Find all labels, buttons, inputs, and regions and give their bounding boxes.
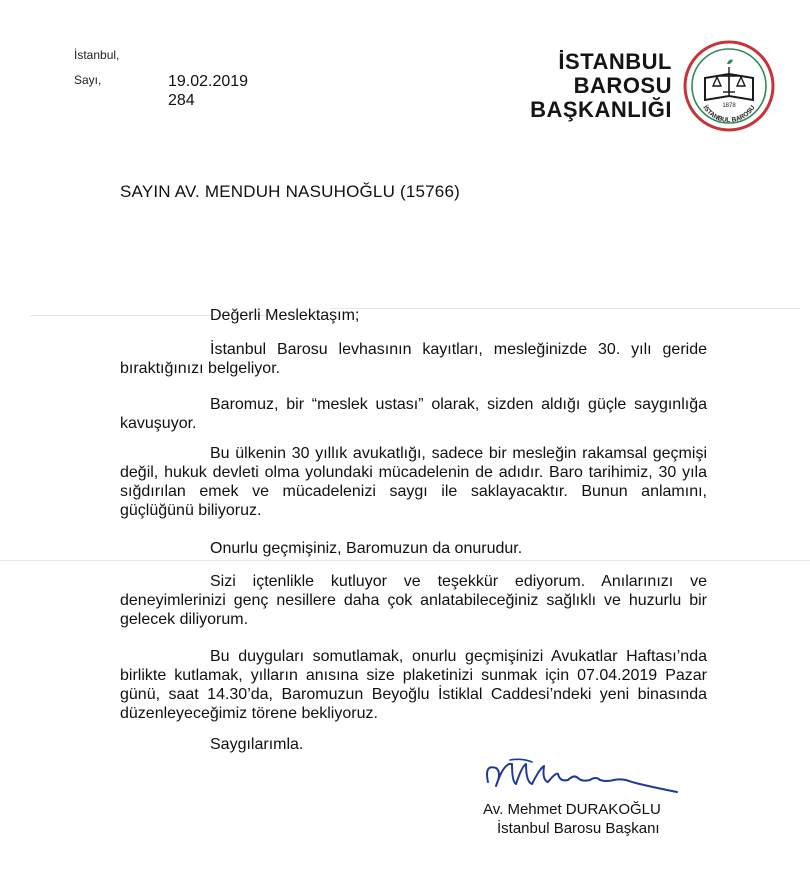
letter-paragraph: Baromuz, bir “meslek ustası” olarak, sizden aldığı güçle saygınlığa kavuşuyor. bbox=[120, 396, 707, 432]
letter-date: 19.02.2019 bbox=[168, 73, 249, 90]
sayi-label: Sayı, bbox=[74, 73, 102, 87]
letter-paragraph: İstanbul Barosu levhasının kayıtları, mesleğinizde 30. yılı geride bıraktığınızı belgeliyor. bbox=[120, 341, 707, 377]
city-label: İstanbul, bbox=[74, 48, 120, 62]
signer-title: İstanbul Barosu Başkanı bbox=[497, 820, 660, 837]
org-line-2: BAROSU bbox=[573, 73, 672, 98]
seal-ring-text: İSTANBUL BAROSU bbox=[701, 104, 757, 125]
signer-block bbox=[483, 800, 661, 838]
seal-year: 1878 bbox=[722, 103, 736, 109]
handwritten-signature bbox=[482, 752, 682, 802]
scales-of-justice-icon bbox=[713, 67, 745, 92]
letter-paragraph: Bu duyguları somutlamak, onurlu geçmişinizi Avukatlar Haftası’nda birlikte kutlamak, yılların anısına size plaketinizi sunmak için 07.04.2019 Pazar günü, saat 14.30’da, Baromuzun Beyoğlu İstiklal Caddesi’ndeki yeni binasında düzenleyeceğimiz törene bekliyoruz. bbox=[120, 648, 707, 722]
org-line-3: BAŞKANLIĞI bbox=[530, 97, 672, 122]
signer-name: Av. Mehmet DURAKOĞLU bbox=[483, 801, 661, 818]
letter-paragraph: Sizi içtenlikle kutluyor ve teşekkür ediyorum. Anılarınızı ve deneyimlerinizi genç nesillere daha çok anlatabileceğiniz sağlıklı ve huzurlu bir gelecek diliyorum. bbox=[120, 573, 707, 628]
organization-title bbox=[530, 50, 672, 122]
letter-paragraph: Onurlu geçmişiniz, Baromuzun da onurudur. bbox=[210, 540, 523, 557]
letter-closing: Saygılarımla. bbox=[210, 736, 304, 753]
scan-artifact-line bbox=[0, 560, 810, 561]
bar-association-seal-logo bbox=[683, 40, 775, 132]
letter-number: 284 bbox=[168, 92, 195, 109]
recipient-line: SAYIN AV. MENDUH NASUHOĞLU (15766) bbox=[120, 182, 460, 201]
scan-artifact-line bbox=[330, 308, 800, 309]
org-line-1: İSTANBUL bbox=[558, 49, 672, 74]
letter-paragraph: Bu ülkenin 30 yıllık avukatlığı, sadece bir mesleğin rakamsal geçmişi değil, hukuk devleti olma yolundaki mücadelenin de adıdır. Baro tarihimiz, 30 yıla sığdırılan emek ve mücadelenizi saygı ile saklayacaktır. Bunun anlamını, güçlüğünü biliyoruz. bbox=[120, 445, 707, 519]
letter-greeting: Değerli Meslektaşım; bbox=[210, 307, 360, 324]
leaf-icon bbox=[727, 60, 733, 65]
